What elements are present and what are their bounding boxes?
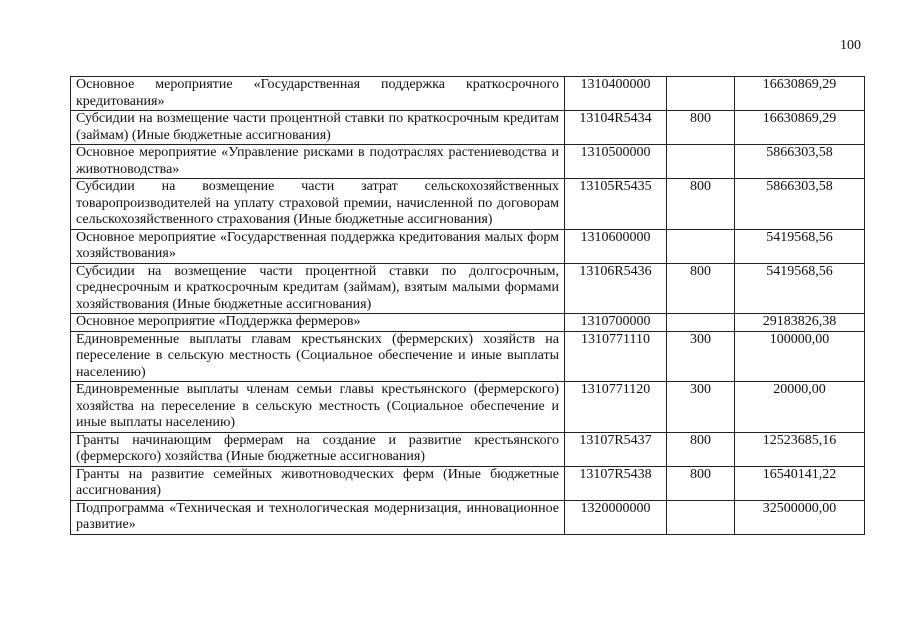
row-name: Подпрограмма «Техническая и технологическая модернизация, инновационное развитие» (71, 500, 565, 534)
row-sum: 5866303,58 (735, 145, 865, 179)
row-name: Основное мероприятие «Управление рисками в подотраслях растениеводства и животноводства» (71, 145, 565, 179)
row-type: 800 (667, 179, 735, 230)
table-row (71, 263, 865, 314)
row-sum: 16630869,29 (735, 77, 865, 111)
row-type: 800 (667, 466, 735, 500)
row-name: Основное мероприятие «Государственная поддержка краткосрочного кредитования» (71, 77, 565, 111)
row-type: 800 (667, 111, 735, 145)
row-name: Гранты на развитие семейных животноводческих ферм (Иные бюджетные ассигнования) (71, 466, 565, 500)
row-sum: 5866303,58 (735, 179, 865, 230)
row-sum: 20000,00 (735, 382, 865, 433)
row-name: Субсидии на возмещение части процентной ставки по долгосрочным, среднесрочным и краткосрочным кредитам (займам), взятым малыми формами хозяйствования (Иные бюджетные ассигнования) (71, 263, 565, 314)
row-sum: 29183826,38 (735, 314, 865, 332)
row-type: 800 (667, 263, 735, 314)
row-type (667, 314, 735, 332)
row-code: 1310700000 (565, 314, 667, 332)
row-name: Гранты начинающим фермерам на создание и развитие крестьянского (фермерского) хозяйства (Иные бюджетные ассигнования) (71, 432, 565, 466)
table-row (71, 500, 865, 534)
row-sum: 16540141,22 (735, 466, 865, 500)
row-type: 800 (667, 432, 735, 466)
row-sum: 12523685,16 (735, 432, 865, 466)
row-sum: 5419568,56 (735, 229, 865, 263)
row-sum: 100000,00 (735, 331, 865, 382)
row-code: 13107R5437 (565, 432, 667, 466)
row-sum: 16630869,29 (735, 111, 865, 145)
budget-table (70, 76, 865, 535)
row-code: 1310600000 (565, 229, 667, 263)
row-code: 13104R5434 (565, 111, 667, 145)
row-name: Субсидии на возмещение части затрат сельскохозяйственных товаропроизводителей на уплату страховой премии, начисленной по договорам сельскохозяйственного страхования (Иные бюджетные ассигнования) (71, 179, 565, 230)
row-code: 13106R5436 (565, 263, 667, 314)
row-name: Единовременные выплаты главам крестьянских (фермерских) хозяйств на переселение в сельскую местность (Социальное обеспечение и иные выплаты населению) (71, 331, 565, 382)
row-code: 1310771110 (565, 331, 667, 382)
table-row (71, 382, 865, 433)
row-name: Субсидии на возмещение части процентной ставки по краткосрочным кредитам (займам) (Иные бюджетные ассигнования) (71, 111, 565, 145)
row-code: 1320000000 (565, 500, 667, 534)
row-name: Единовременные выплаты членам семьи главы крестьянского (фермерского) хозяйства на переселение в сельскую местность (Социальное обеспечение и иные выплаты населению) (71, 382, 565, 433)
table-row (71, 145, 865, 179)
table-row (71, 432, 865, 466)
row-code: 1310500000 (565, 145, 667, 179)
page-number: 100 (840, 38, 861, 53)
row-type: 300 (667, 331, 735, 382)
table-row (71, 179, 865, 230)
row-sum: 32500000,00 (735, 500, 865, 534)
table-row (71, 77, 865, 111)
table-row (71, 314, 865, 332)
row-name: Основное мероприятие «Государственная поддержка кредитования малых форм хозяйствования» (71, 229, 565, 263)
row-code: 13107R5438 (565, 466, 667, 500)
row-type (667, 229, 735, 263)
row-code: 1310400000 (565, 77, 667, 111)
table-row (71, 331, 865, 382)
row-code: 1310771120 (565, 382, 667, 433)
row-type (667, 77, 735, 111)
row-type: 300 (667, 382, 735, 433)
row-code: 13105R5435 (565, 179, 667, 230)
row-name: Основное мероприятие «Поддержка фермеров» (71, 314, 565, 332)
row-sum: 5419568,56 (735, 263, 865, 314)
table-row (71, 229, 865, 263)
table-row (71, 466, 865, 500)
row-type (667, 145, 735, 179)
table-row (71, 111, 865, 145)
row-type (667, 500, 735, 534)
